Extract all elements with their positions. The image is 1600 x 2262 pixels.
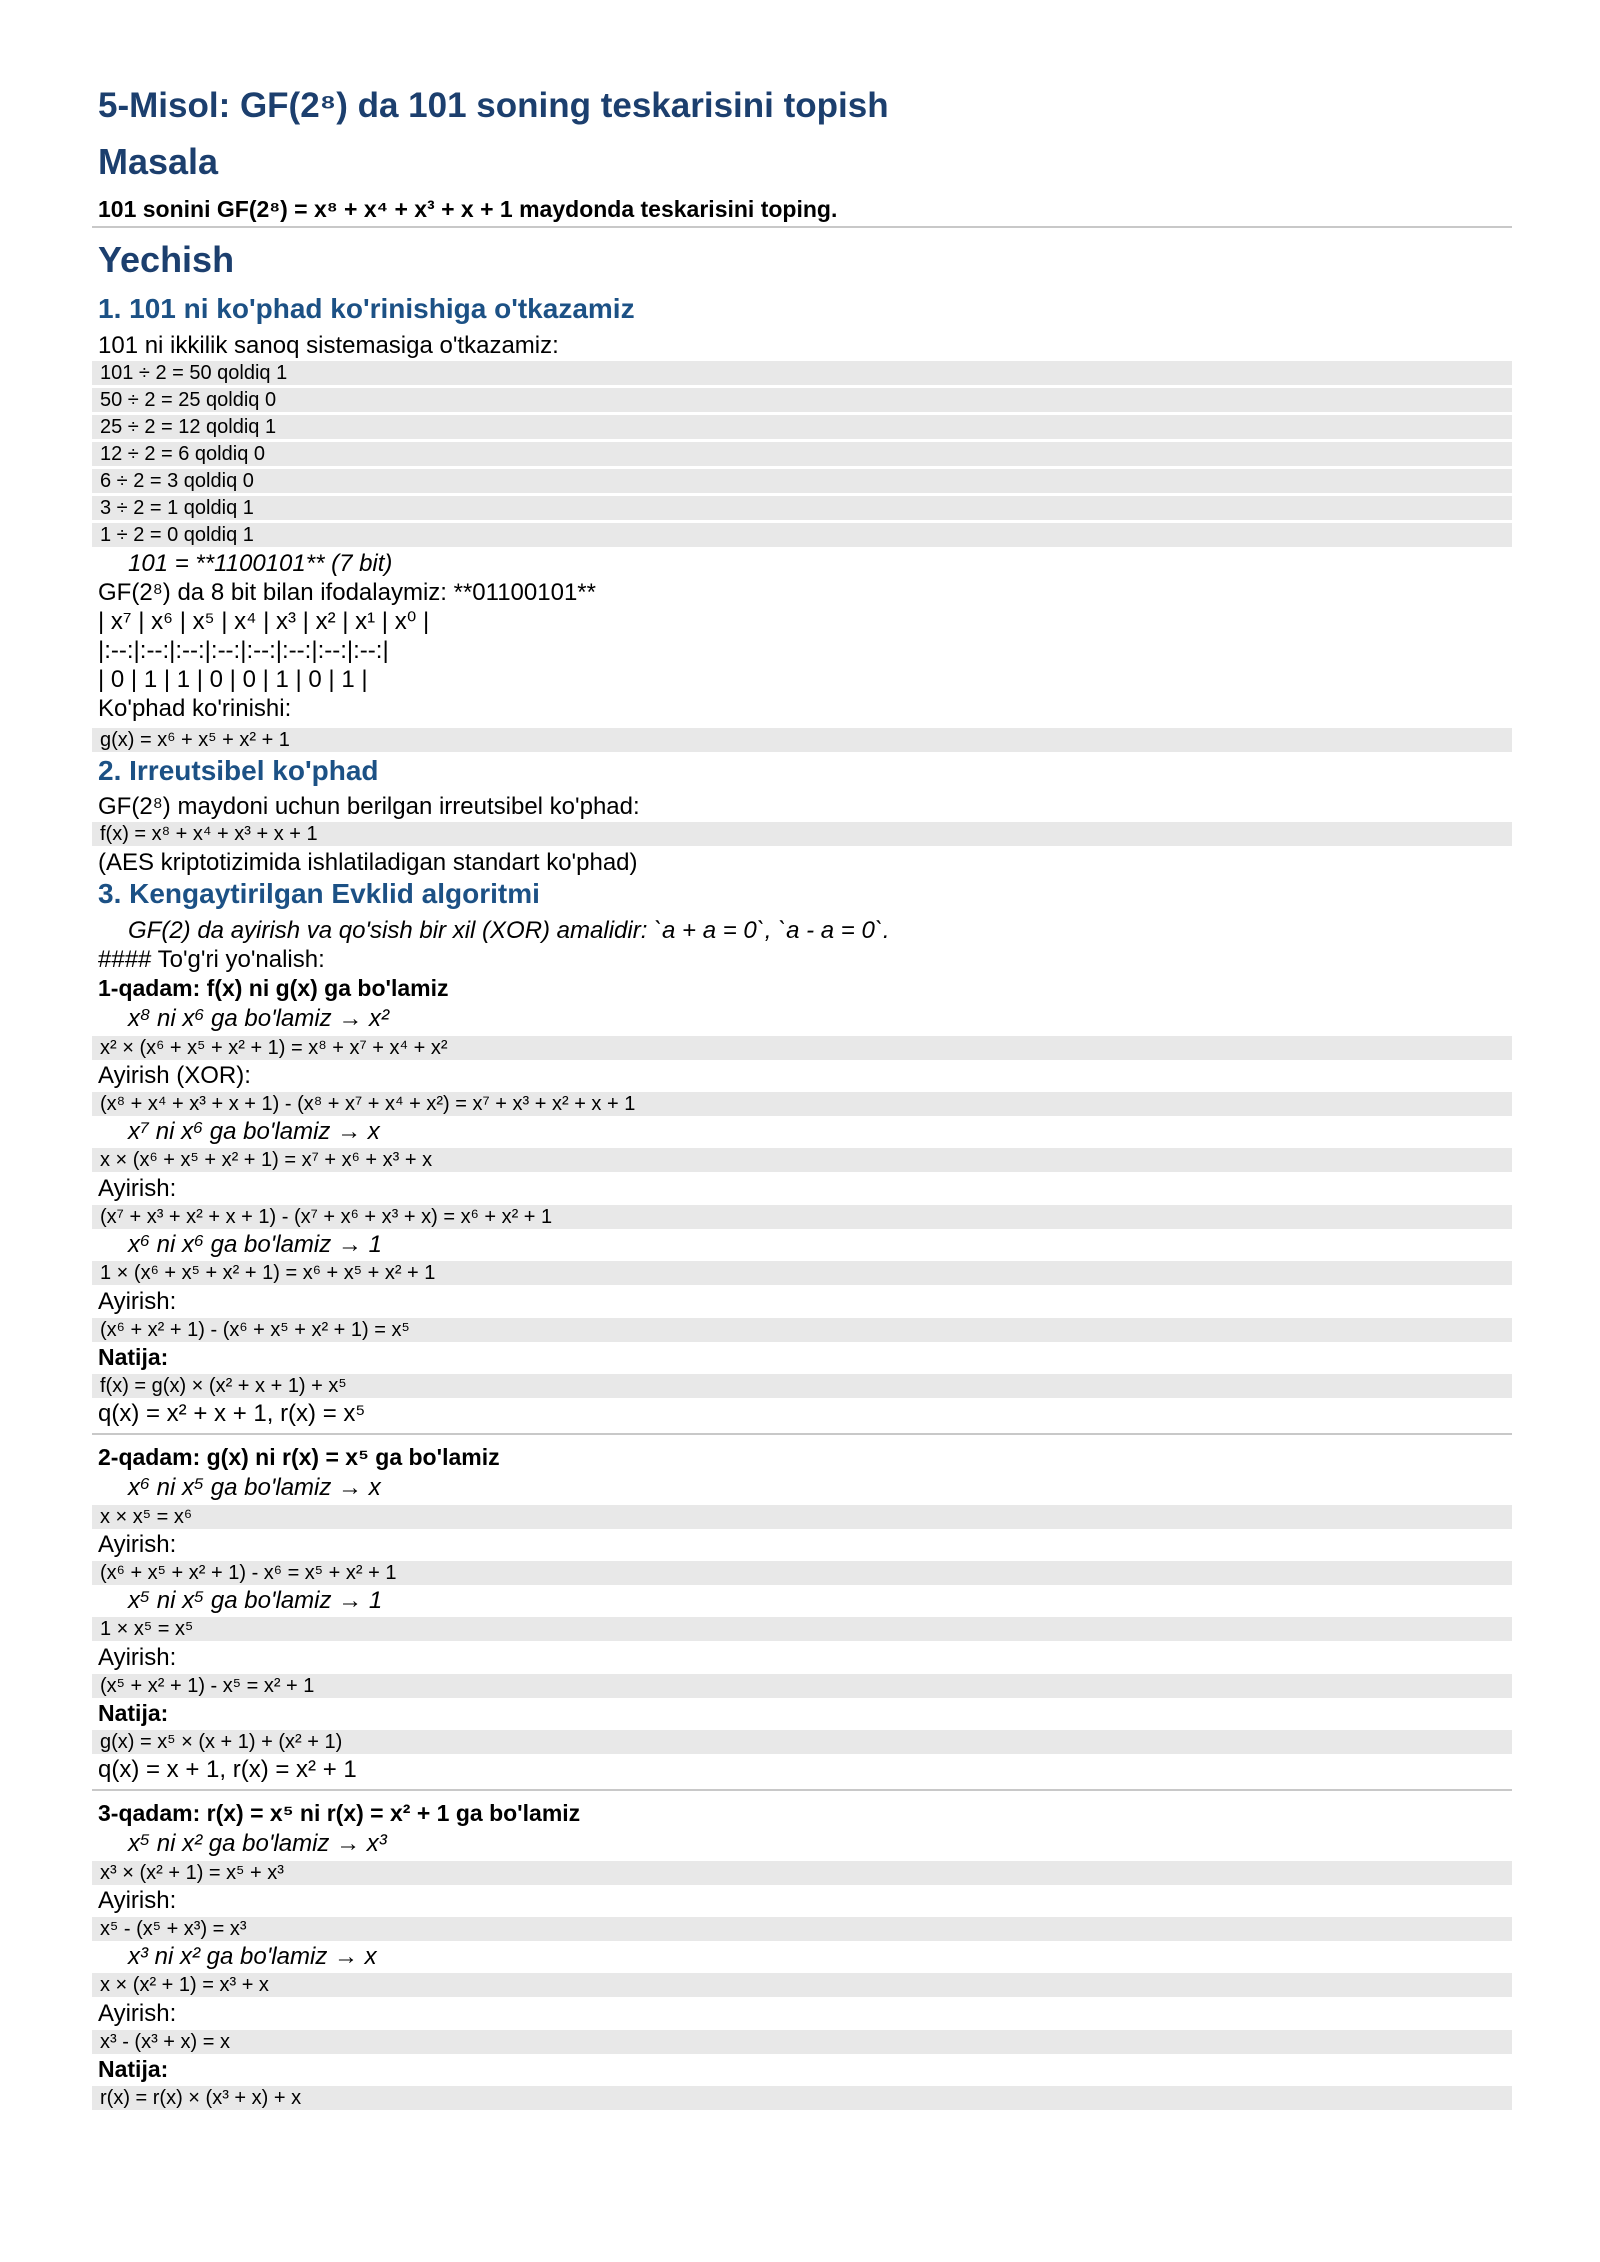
step-label: Ayirish: (98, 2000, 177, 2027)
bit-table-header: | x⁷ | x⁶ | x⁵ | x⁴ | x³ | x² | x¹ | x⁰ | (98, 608, 430, 635)
result-label: Natija: (98, 2056, 169, 2082)
section-2-heading: 2. Irreutsibel ko'phad (98, 755, 379, 786)
step-line: x × x⁵ = x⁶ (92, 1505, 1512, 1529)
step-2-heading: 2-qadam: g(x) ni r(x) = x⁵ ga bo'lamiz (98, 1444, 500, 1470)
problem-heading: Masala (98, 141, 219, 182)
result-label: Natija: (98, 1344, 169, 1370)
step-line: x³ × (x² + 1) = x⁵ + x³ (92, 1861, 1512, 1885)
step-line: (x⁶ + x² + 1) - (x⁶ + x⁵ + x² + 1) = x⁵ (92, 1318, 1512, 1342)
page-title: 5-Misol: GF(2⁸) da 101 soning teskarisini topish (98, 86, 889, 125)
divider (92, 1789, 1512, 1791)
division-line: 6 ÷ 2 = 3 qoldiq 0 (92, 469, 1512, 493)
section-1-heading: 1. 101 ni ko'phad ko'rinishiga o'tkazamiz (98, 293, 635, 324)
polynomial-label: Ko'phad ko'rinishi: (98, 695, 292, 722)
step-line: g(x) = x⁵ × (x + 1) + (x² + 1) (92, 1730, 1512, 1754)
section-2-intro: GF(2⁸) maydoni uchun berilgan irreutsibel ko'phad: (98, 793, 640, 820)
division-line: 12 ÷ 2 = 6 qoldiq 0 (92, 442, 1512, 466)
step-line: x × (x² + 1) = x³ + x (92, 1973, 1512, 1997)
step-line: (x⁸ + x⁴ + x³ + x + 1) - (x⁸ + x⁷ + x⁴ + x²) = x⁷ + x³ + x² + x + 1 (92, 1092, 1512, 1116)
quotient-remainder: q(x) = x² + x + 1, r(x) = x⁵ (98, 1400, 366, 1427)
step-1-heading: 1-qadam: f(x) ni g(x) ga bo'lamiz (98, 975, 449, 1001)
step-note: x³ ni x² ga bo'lamiz → x (128, 1943, 377, 1970)
step-label: Ayirish: (98, 1887, 177, 1914)
step-label: Ayirish: (98, 1644, 177, 1671)
division-line: 50 ÷ 2 = 25 qoldiq 0 (92, 388, 1512, 412)
step-note: x⁷ ni x⁶ ga bo'lamiz → x (128, 1118, 380, 1145)
step-line: (x⁶ + x⁵ + x² + 1) - x⁶ = x⁵ + x² + 1 (92, 1561, 1512, 1585)
section-3-heading: 3. Kengaytirilgan Evklid algoritmi (98, 878, 540, 909)
step-label: Ayirish (XOR): (98, 1062, 251, 1089)
step-note: x⁶ ni x⁵ ga bo'lamiz → x (128, 1474, 381, 1501)
division-line: 3 ÷ 2 = 1 qoldiq 1 (92, 496, 1512, 520)
bit-table-values: | 0 | 1 | 1 | 0 | 0 | 1 | 0 | 1 | (98, 666, 368, 693)
polynomial-g: g(x) = x⁶ + x⁵ + x² + 1 (92, 728, 1512, 752)
step-note: x⁵ ni x² ga bo'lamiz → x³ (128, 1830, 387, 1857)
step-line: (x⁵ + x² + 1) - x⁵ = x² + 1 (92, 1674, 1512, 1698)
section-2-note: (AES kriptotizimida ishlatiladigan standart ko'phad) (98, 849, 638, 876)
step-line: r(x) = r(x) × (x³ + x) + x (92, 2086, 1512, 2110)
direction-subheading: #### To'g'ri yo'nalish: (98, 946, 325, 973)
step-line: x² × (x⁶ + x⁵ + x² + 1) = x⁸ + x⁷ + x⁴ + x² (92, 1036, 1512, 1060)
division-line: 1 ÷ 2 = 0 qoldiq 1 (92, 523, 1512, 547)
divider (92, 1433, 1512, 1435)
bits-8-text: GF(2⁸) da 8 bit bilan ifodalaymiz: **01100101** (98, 579, 596, 606)
step-line: x⁵ - (x⁵ + x³) = x³ (92, 1917, 1512, 1941)
step-line: x³ - (x³ + x) = x (92, 2030, 1512, 2054)
solution-heading: Yechish (98, 239, 235, 280)
step-label: Ayirish: (98, 1288, 177, 1315)
binary-note: 101 = **1100101** (7 bit) (128, 550, 393, 577)
step-line: 1 × x⁵ = x⁵ (92, 1617, 1512, 1641)
quotient-remainder: q(x) = x + 1, r(x) = x² + 1 (98, 1756, 357, 1783)
polynomial-f: f(x) = x⁸ + x⁴ + x³ + x + 1 (92, 822, 1512, 846)
step-note: x⁵ ni x⁵ ga bo'lamiz → 1 (128, 1587, 383, 1614)
step-note: x⁶ ni x⁶ ga bo'lamiz → 1 (128, 1231, 382, 1258)
section-1-intro: 101 ni ikkilik sanoq sistemasiga o'tkazamiz: (98, 332, 559, 359)
problem-text: 101 sonini GF(2⁸) = x⁸ + x⁴ + x³ + x + 1 maydonda teskarisini toping. (98, 196, 838, 222)
step-3-heading: 3-qadam: r(x) = x⁵ ni r(x) = x² + 1 ga bo'lamiz (98, 1800, 581, 1826)
step-label: Ayirish: (98, 1175, 177, 1202)
step-line: (x⁷ + x³ + x² + x + 1) - (x⁷ + x⁶ + x³ + x) = x⁶ + x² + 1 (92, 1205, 1512, 1229)
result-label: Natija: (98, 1700, 169, 1726)
step-label: Ayirish: (98, 1531, 177, 1558)
step-line: f(x) = g(x) × (x² + x + 1) + x⁵ (92, 1374, 1512, 1398)
xor-note: GF(2) da ayirish va qo'sish bir xil (XOR) amalidir: `a + a = 0`, `a - a = 0`. (128, 917, 890, 944)
step-note: x⁸ ni x⁶ ga bo'lamiz → x² (128, 1005, 389, 1032)
bit-table-separator: |:--:|:--:|:--:|:--:|:--:|:--:|:--:|:--:| (98, 637, 389, 664)
division-line: 25 ÷ 2 = 12 qoldiq 1 (92, 415, 1512, 439)
division-line: 101 ÷ 2 = 50 qoldiq 1 (92, 361, 1512, 385)
divider (92, 226, 1512, 228)
step-line: x × (x⁶ + x⁵ + x² + 1) = x⁷ + x⁶ + x³ + x (92, 1148, 1512, 1172)
step-line: 1 × (x⁶ + x⁵ + x² + 1) = x⁶ + x⁵ + x² + 1 (92, 1261, 1512, 1285)
